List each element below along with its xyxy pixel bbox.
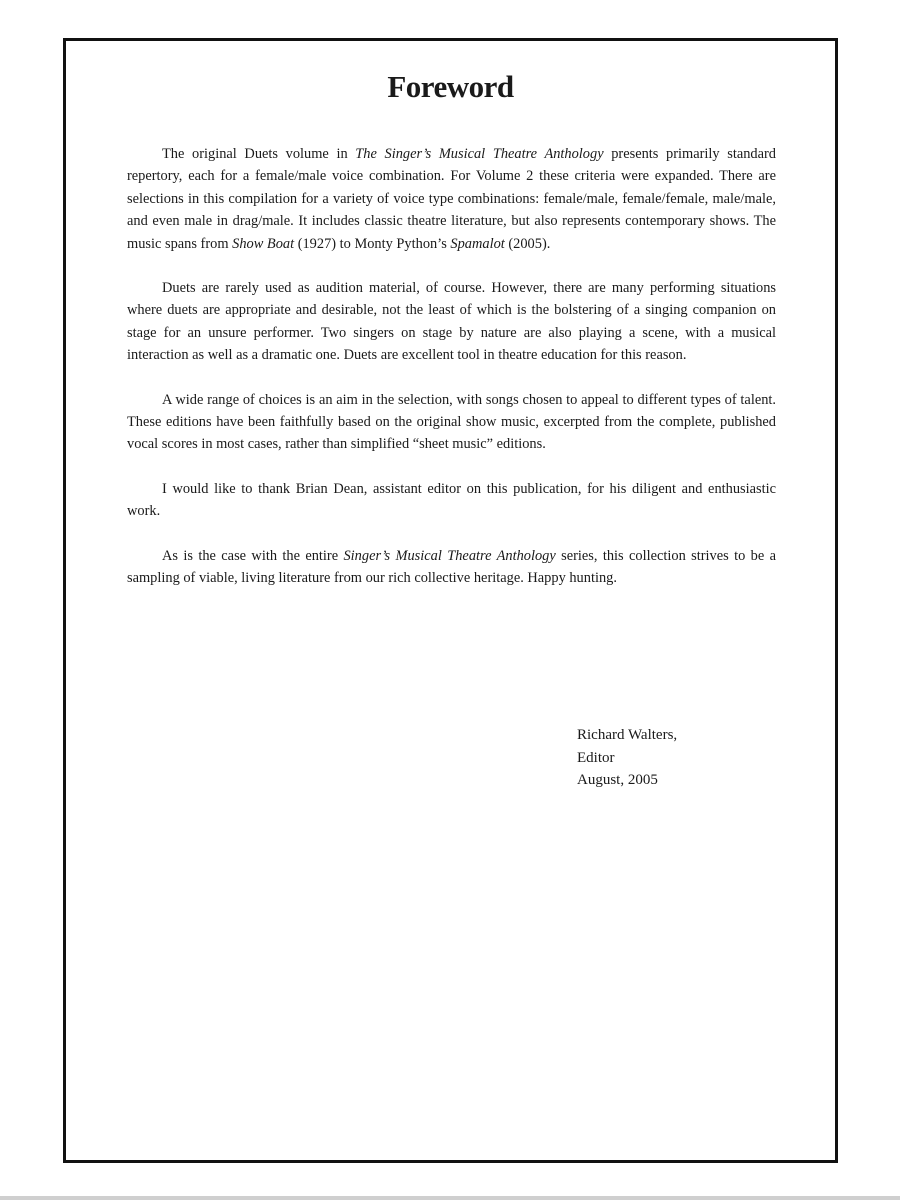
bottom-divider	[0, 1196, 900, 1200]
page-title: Foreword	[387, 69, 514, 104]
italic-title-text: Show Boat	[232, 235, 295, 252]
paragraph-text: I would like to thank Brian Dean, assistant editor on this publication, for his diligent and enthusiastic work.	[127, 480, 776, 520]
paragraph-text: Duets are rarely used as audition material, of course. However, there are many performing situations where duets are appropriate and desirable, not the least of which is the bolstering of a singing companion on stage for an unsure performer. Two singers on stage by nature are also playing a scene, with a musical interaction as well as a dramatic one. Duets are excellent tool in theatre education for this reason.	[127, 280, 776, 364]
paragraph-text: As is the case with the entire	[162, 547, 344, 564]
page-frame	[63, 38, 838, 1163]
paragraph-text: series, this collection strives to be a sampling of viable, living literature from our rich collective heritage. Happy hunting.	[127, 547, 777, 587]
signature-date: August, 2005	[577, 772, 658, 788]
signature-name: Richard Walters,	[577, 727, 678, 743]
paragraph-4	[127, 478, 776, 523]
foreword-body	[127, 143, 776, 612]
paragraph-text: The original Duets volume in	[162, 146, 356, 162]
paragraph-text: (1927) to Monty Python’s	[294, 235, 451, 252]
signature-role: Editor	[577, 749, 615, 766]
paragraph-5	[127, 545, 776, 590]
paragraph-2	[127, 277, 776, 367]
paragraph-text: A wide range of choices is an aim in the selection, with songs chosen to appeal to different types of talent. These editions have been faithfully based on the original show music, excerpted from the complete, published vocal scores in most cases, rather than simplified “sheet music” editions.	[127, 391, 776, 453]
paragraph-text: (2005).	[504, 235, 551, 252]
italic-title-text: Singer’s Musical Theatre Anthology	[343, 547, 556, 564]
paragraph-1	[127, 143, 776, 255]
italic-title-text: The Singer’s Musical Theatre Anthology	[355, 146, 604, 162]
signature-block	[577, 724, 677, 792]
paragraph-text: presents primarily standard repertory, each for a female/male voice combination. For Volume 2 these criteria were expanded. There are selections in this compilation for a variety of voice type combinations: female/male, female/female, male/male, and even male in drag/male. It includes classic theatre literature, but also represents contemporary shows. The music spans from	[127, 146, 776, 252]
paragraph-3	[127, 389, 776, 456]
italic-title-text: Spamalot	[450, 235, 505, 252]
